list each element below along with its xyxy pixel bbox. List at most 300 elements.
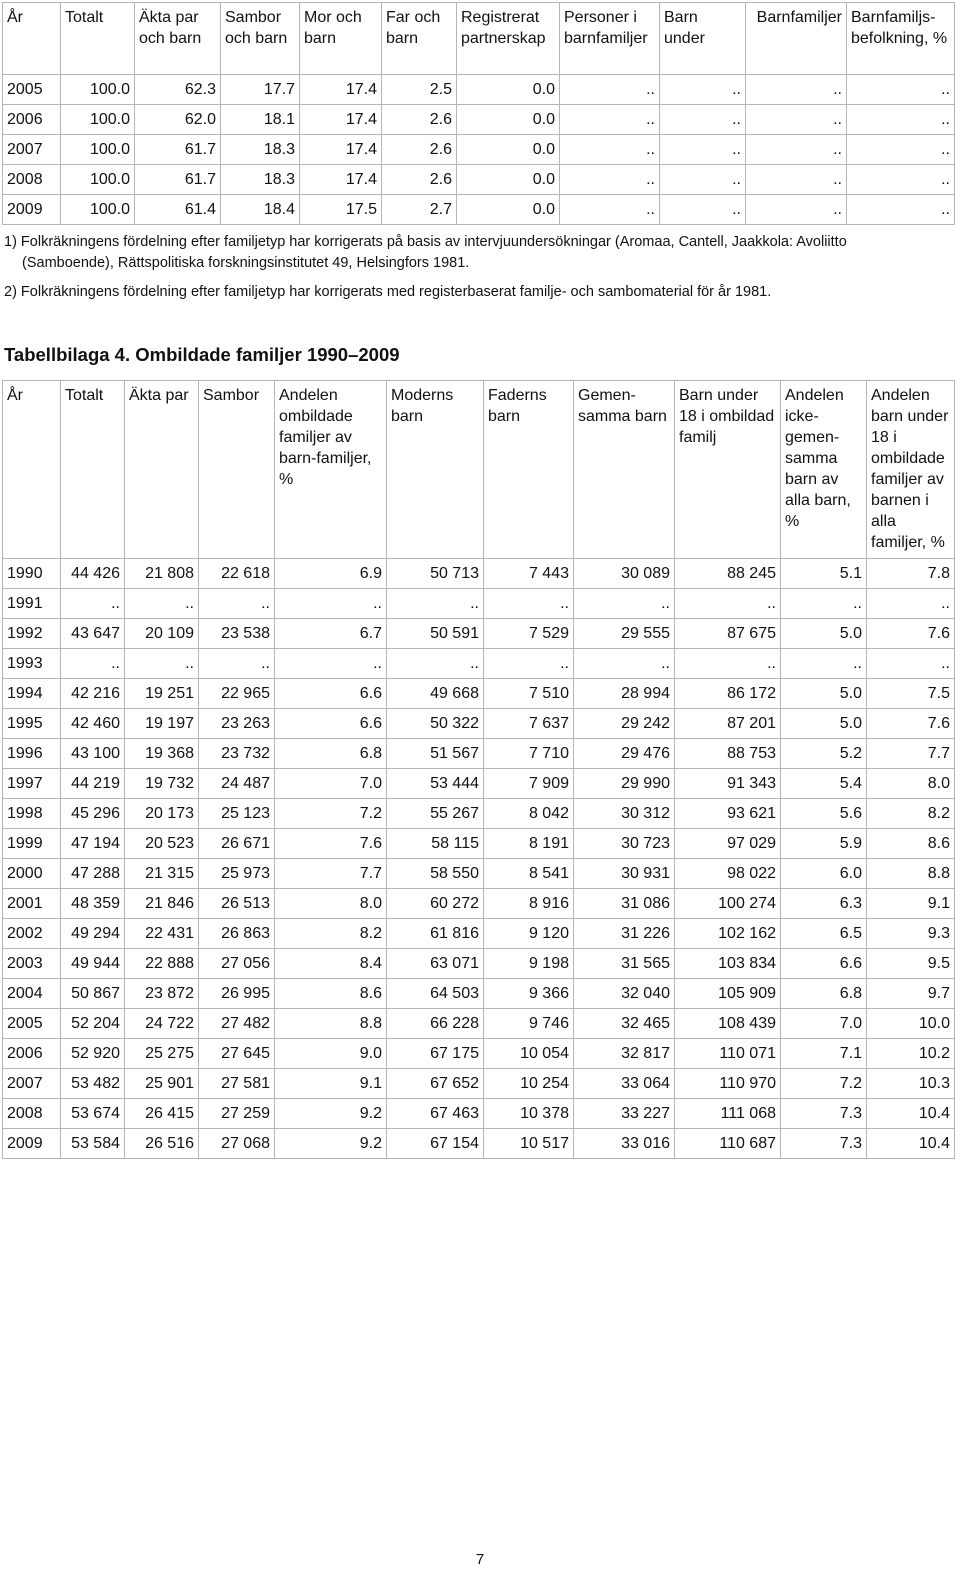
row-year: 1999	[3, 829, 61, 859]
table-cell: 55 267	[387, 799, 484, 829]
table-cell: 21 808	[125, 559, 199, 589]
table-cell: 67 175	[387, 1039, 484, 1069]
table-cell: ..	[387, 649, 484, 679]
table-cell: ..	[387, 589, 484, 619]
table-cell: ..	[560, 165, 660, 195]
table-cell: 33 064	[574, 1069, 675, 1099]
table-cell: 61.7	[135, 135, 221, 165]
table-cell: 50 322	[387, 709, 484, 739]
table-cell: ..	[847, 105, 955, 135]
table-cell: 49 294	[61, 919, 125, 949]
row-year: 2006	[3, 1039, 61, 1069]
table-row	[3, 889, 955, 919]
table-cell: 67 652	[387, 1069, 484, 1099]
table-row	[3, 979, 955, 1009]
table-cell: 27 056	[199, 949, 275, 979]
table2-col-header: Gemen-samma barn	[574, 381, 675, 559]
table-row	[3, 75, 955, 105]
table-cell: 30 931	[574, 859, 675, 889]
table-cell: 67 154	[387, 1129, 484, 1159]
table-cell: 25 123	[199, 799, 275, 829]
table-row	[3, 829, 955, 859]
row-year: 2005	[3, 1009, 61, 1039]
table-row	[3, 105, 955, 135]
table2-title: Tabellbilaga 4. Ombildade familjer 1990–2009	[4, 344, 400, 365]
row-year: 1994	[3, 679, 61, 709]
row-year: 1990	[3, 559, 61, 589]
table-cell: 9.3	[867, 919, 955, 949]
table-cell: 17.4	[300, 105, 382, 135]
table-cell: 67 463	[387, 1099, 484, 1129]
table-row	[3, 919, 955, 949]
table1-col-header: Sambor och barn	[221, 3, 300, 75]
table-cell: 49 944	[61, 949, 125, 979]
table-row	[3, 709, 955, 739]
table-cell: 24 722	[125, 1009, 199, 1039]
table1-header	[3, 3, 955, 75]
table-row	[3, 1069, 955, 1099]
table-cell: 17.7	[221, 75, 300, 105]
table-cell: 32 040	[574, 979, 675, 1009]
table-cell: 42 460	[61, 709, 125, 739]
table-cell: 10 517	[484, 1129, 574, 1159]
table-cell: 22 618	[199, 559, 275, 589]
table-cell: 2.6	[382, 165, 457, 195]
table1-col-header: Totalt	[61, 3, 135, 75]
table-cell: 9.1	[867, 889, 955, 919]
table-cell: 62.0	[135, 105, 221, 135]
table-cell: 110 687	[675, 1129, 781, 1159]
table-cell: 5.0	[781, 709, 867, 739]
table-row	[3, 739, 955, 769]
table-cell: 0.0	[457, 195, 560, 225]
table-cell: 10.2	[867, 1039, 955, 1069]
table-cell: 47 194	[61, 829, 125, 859]
table-cell: 64 503	[387, 979, 484, 1009]
table-cell: 8 191	[484, 829, 574, 859]
table-cell: 9 746	[484, 1009, 574, 1039]
table-cell: ..	[560, 105, 660, 135]
table-cell: ..	[660, 75, 746, 105]
table-cell: 42 216	[61, 679, 125, 709]
table-cell: 60 272	[387, 889, 484, 919]
table-cell: ..	[61, 589, 125, 619]
row-year: 1993	[3, 649, 61, 679]
row-year: 2006	[3, 105, 61, 135]
table-cell: 32 465	[574, 1009, 675, 1039]
row-year: 1992	[3, 619, 61, 649]
table-cell: ..	[61, 649, 125, 679]
table-cell: 97 029	[675, 829, 781, 859]
table-cell: 22 965	[199, 679, 275, 709]
table-cell: 100 274	[675, 889, 781, 919]
table-cell: 8.0	[867, 769, 955, 799]
table-cell: ..	[560, 135, 660, 165]
table-cell: 18.3	[221, 135, 300, 165]
table-cell: 51 567	[387, 739, 484, 769]
table-cell: 100.0	[61, 75, 135, 105]
table-row	[3, 619, 955, 649]
table-cell: 19 368	[125, 739, 199, 769]
table-cell: 7.6	[867, 709, 955, 739]
table2-col-header: År	[3, 381, 61, 559]
table2-col-header: Sambor	[199, 381, 275, 559]
table-cell: 9.1	[275, 1069, 387, 1099]
table-cell: 5.9	[781, 829, 867, 859]
table-cell: 5.0	[781, 679, 867, 709]
table-cell: ..	[484, 649, 574, 679]
table-cell: 88 753	[675, 739, 781, 769]
row-year: 2001	[3, 889, 61, 919]
table-cell: 21 315	[125, 859, 199, 889]
table-cell: 110 071	[675, 1039, 781, 1069]
row-year: 2007	[3, 1069, 61, 1099]
table-cell: 0.0	[457, 105, 560, 135]
table-cell: 6.8	[275, 739, 387, 769]
table-cell: 8 916	[484, 889, 574, 919]
table-row	[3, 135, 955, 165]
table-cell: 25 275	[125, 1039, 199, 1069]
table-cell: 6.5	[781, 919, 867, 949]
table-cell: 33 227	[574, 1099, 675, 1129]
table-cell: 25 901	[125, 1069, 199, 1099]
table-cell: ..	[746, 75, 847, 105]
footnote-2: 2) Folkräkningens fördelning efter familjetyp har korrigerats med registerbaserat familje- och sambomaterial för år 1981.	[4, 284, 772, 300]
table-cell: 63 071	[387, 949, 484, 979]
table-cell: 93 621	[675, 799, 781, 829]
table-cell: ..	[125, 649, 199, 679]
table-cell: ..	[660, 105, 746, 135]
table-cell: 29 476	[574, 739, 675, 769]
table1-col-header: Mor och barn	[300, 3, 382, 75]
table-cell: 0.0	[457, 165, 560, 195]
table-cell: 52 204	[61, 1009, 125, 1039]
table-cell: 61.4	[135, 195, 221, 225]
table-cell: 7.1	[781, 1039, 867, 1069]
table-cell: ..	[560, 195, 660, 225]
table-cell: ..	[199, 649, 275, 679]
table-cell: 0.0	[457, 75, 560, 105]
table-cell: 27 482	[199, 1009, 275, 1039]
table-cell: 61 816	[387, 919, 484, 949]
table-cell: 23 872	[125, 979, 199, 1009]
table-cell: 53 482	[61, 1069, 125, 1099]
table-cell: 7.6	[275, 829, 387, 859]
table-cell: 27 581	[199, 1069, 275, 1099]
table-cell: 53 584	[61, 1129, 125, 1159]
row-year: 2009	[3, 1129, 61, 1159]
table-cell: ..	[675, 589, 781, 619]
table-cell: 7.0	[275, 769, 387, 799]
table-row	[3, 1129, 955, 1159]
table-cell: 0.0	[457, 135, 560, 165]
table-cell: 8.2	[867, 799, 955, 829]
row-year: 2009	[3, 195, 61, 225]
table-cell: 30 723	[574, 829, 675, 859]
table-cell: ..	[867, 649, 955, 679]
table-cell: 100.0	[61, 135, 135, 165]
table2-col-header: Faderns barn	[484, 381, 574, 559]
table-cell: 103 834	[675, 949, 781, 979]
table1-col-header: Barn under	[660, 3, 746, 75]
table-cell: ..	[675, 649, 781, 679]
table-cell: 8.4	[275, 949, 387, 979]
row-year: 2000	[3, 859, 61, 889]
table-cell: 100.0	[61, 165, 135, 195]
table-cell: 2.7	[382, 195, 457, 225]
row-year: 2004	[3, 979, 61, 1009]
table-cell: 17.4	[300, 75, 382, 105]
row-year: 1997	[3, 769, 61, 799]
table-cell: ..	[847, 165, 955, 195]
table-cell: 7.6	[867, 619, 955, 649]
row-year: 2003	[3, 949, 61, 979]
table-cell: 30 089	[574, 559, 675, 589]
table-cell: 10.4	[867, 1099, 955, 1129]
table-cell: 9.2	[275, 1129, 387, 1159]
table-cell: 43 100	[61, 739, 125, 769]
table2-header	[3, 381, 955, 559]
table-cell: 22 888	[125, 949, 199, 979]
table-cell: 31 226	[574, 919, 675, 949]
table-cell: 43 647	[61, 619, 125, 649]
table-cell: 19 197	[125, 709, 199, 739]
table-cell: 19 251	[125, 679, 199, 709]
table-cell: 6.8	[781, 979, 867, 1009]
table2-col-header: Totalt	[61, 381, 125, 559]
table-cell: ..	[660, 165, 746, 195]
row-year: 1991	[3, 589, 61, 619]
table-cell: 66 228	[387, 1009, 484, 1039]
table-cell: 33 016	[574, 1129, 675, 1159]
table-cell: ..	[199, 589, 275, 619]
table-row	[3, 195, 955, 225]
table-cell: 50 713	[387, 559, 484, 589]
table-cell: 111 068	[675, 1099, 781, 1129]
table-cell: 26 995	[199, 979, 275, 1009]
table-cell: 6.6	[781, 949, 867, 979]
table-cell: 7.7	[275, 859, 387, 889]
table-cell: 32 817	[574, 1039, 675, 1069]
table-cell: 5.1	[781, 559, 867, 589]
table-cell: ..	[867, 589, 955, 619]
table-cell: 9 198	[484, 949, 574, 979]
table-cell: 7.2	[275, 799, 387, 829]
family-type-table	[2, 2, 955, 225]
table-row	[3, 1099, 955, 1129]
table-cell: 7.5	[867, 679, 955, 709]
table-cell: 9 366	[484, 979, 574, 1009]
table-row	[3, 769, 955, 799]
table-cell: 8.2	[275, 919, 387, 949]
table-cell: 21 846	[125, 889, 199, 919]
table1-col-header: Personer i barnfamiljer	[560, 3, 660, 75]
row-year: 2007	[3, 135, 61, 165]
table-cell: 18.4	[221, 195, 300, 225]
table-cell: 7.8	[867, 559, 955, 589]
table-row	[3, 589, 955, 619]
table1-col-header: Äkta par och barn	[135, 3, 221, 75]
row-year: 1996	[3, 739, 61, 769]
table-row	[3, 799, 955, 829]
table2-col-header: Andelen icke-gemen-samma barn av alla barn, %	[781, 381, 867, 559]
table-cell: 7 637	[484, 709, 574, 739]
table-cell: 7.3	[781, 1129, 867, 1159]
table-cell: 10.0	[867, 1009, 955, 1039]
table-cell: 8.0	[275, 889, 387, 919]
table-cell: 58 550	[387, 859, 484, 889]
table-cell: 9.0	[275, 1039, 387, 1069]
table-cell: 19 732	[125, 769, 199, 799]
footnote-1	[4, 232, 954, 274]
page-number: 7	[475, 1551, 485, 1568]
row-year: 2008	[3, 165, 61, 195]
table-cell: 20 109	[125, 619, 199, 649]
table-cell: 22 431	[125, 919, 199, 949]
table-cell: 2.5	[382, 75, 457, 105]
table-cell: 7 710	[484, 739, 574, 769]
table-cell: 26 863	[199, 919, 275, 949]
table-cell: 6.6	[275, 709, 387, 739]
table-cell: 18.1	[221, 105, 300, 135]
table-cell: 108 439	[675, 1009, 781, 1039]
table-cell: ..	[574, 589, 675, 619]
table-cell: 24 487	[199, 769, 275, 799]
table-cell: 29 242	[574, 709, 675, 739]
table-cell: 8 541	[484, 859, 574, 889]
table-cell: ..	[125, 589, 199, 619]
table2-col-header: Äkta par	[125, 381, 199, 559]
table-cell: 7.7	[867, 739, 955, 769]
table-cell: ..	[847, 135, 955, 165]
table-cell: 7 510	[484, 679, 574, 709]
table1-col-header: Far och barn	[382, 3, 457, 75]
table-cell: 52 920	[61, 1039, 125, 1069]
table-cell: 10.3	[867, 1069, 955, 1099]
table-cell: ..	[660, 195, 746, 225]
table-cell: 102 162	[675, 919, 781, 949]
table-cell: 9.7	[867, 979, 955, 1009]
table-cell: 26 516	[125, 1129, 199, 1159]
table-cell: ..	[275, 649, 387, 679]
table2-col-header: Moderns barn	[387, 381, 484, 559]
table-cell: ..	[560, 75, 660, 105]
table2-col-header: Andelen ombildade familjer av barn-familjer, %	[275, 381, 387, 559]
table-cell: 2.6	[382, 105, 457, 135]
table-cell: 18.3	[221, 165, 300, 195]
table-cell: 7.0	[781, 1009, 867, 1039]
table-row	[3, 679, 955, 709]
table-cell: 8.8	[867, 859, 955, 889]
table-cell: 17.4	[300, 165, 382, 195]
table-cell: 6.6	[275, 679, 387, 709]
table-cell: 7 443	[484, 559, 574, 589]
table-cell: 58 115	[387, 829, 484, 859]
table-cell: 8 042	[484, 799, 574, 829]
table-cell: 31 565	[574, 949, 675, 979]
table-cell: 8.8	[275, 1009, 387, 1039]
table1-col-header: Registrerat partnerskap	[457, 3, 560, 75]
table-cell: 5.2	[781, 739, 867, 769]
table-cell: 17.4	[300, 135, 382, 165]
table-row	[3, 649, 955, 679]
table1-col-header: Barnfamiljer	[746, 3, 847, 75]
row-year: 2008	[3, 1099, 61, 1129]
table2-col-header: Andelen barn under 18 i ombildade familjer av barnen i alla familjer, %	[867, 381, 955, 559]
table-cell: ..	[660, 135, 746, 165]
table-row	[3, 859, 955, 889]
table-cell: 47 288	[61, 859, 125, 889]
table1-col-header: År	[3, 3, 61, 75]
table-row	[3, 165, 955, 195]
footnote-1-line-2: (Samboende), Rättspolitiska forskningsinstitutet 49, Helsingfors 1981.	[22, 255, 470, 271]
table-cell: ..	[847, 195, 955, 225]
table-cell: 8.6	[867, 829, 955, 859]
table-cell: 53 444	[387, 769, 484, 799]
table-cell: 7.3	[781, 1099, 867, 1129]
table-cell: 86 172	[675, 679, 781, 709]
reconstituted-families-table	[2, 380, 955, 1159]
table-cell: 5.6	[781, 799, 867, 829]
table-cell: 88 245	[675, 559, 781, 589]
table-cell: 28 994	[574, 679, 675, 709]
table-cell: 26 671	[199, 829, 275, 859]
table-cell: 29 990	[574, 769, 675, 799]
table-cell: 31 086	[574, 889, 675, 919]
table-cell: 10.4	[867, 1129, 955, 1159]
table-cell: 53 674	[61, 1099, 125, 1129]
table-cell: 27 259	[199, 1099, 275, 1129]
table-cell: 10 054	[484, 1039, 574, 1069]
table-cell: 26 415	[125, 1099, 199, 1129]
table-row	[3, 1009, 955, 1039]
table-cell: 7 909	[484, 769, 574, 799]
table-cell: ..	[746, 135, 847, 165]
table-row	[3, 1039, 955, 1069]
row-year: 1995	[3, 709, 61, 739]
table-cell: ..	[746, 165, 847, 195]
table-cell: 87 675	[675, 619, 781, 649]
table2-col-header: Barn under 18 i ombildad familj	[675, 381, 781, 559]
table-cell: 5.0	[781, 619, 867, 649]
table-cell: 110 970	[675, 1069, 781, 1099]
table1-col-header: Barnfamiljs-befolkning, %	[847, 3, 955, 75]
table-cell: 20 173	[125, 799, 199, 829]
table-cell: 6.7	[275, 619, 387, 649]
table1-body	[3, 75, 955, 225]
table-cell: 10 254	[484, 1069, 574, 1099]
table-cell: ..	[746, 195, 847, 225]
table-cell: 29 555	[574, 619, 675, 649]
table-cell: 9.2	[275, 1099, 387, 1129]
table-row	[3, 559, 955, 589]
table-cell: 45 296	[61, 799, 125, 829]
table-cell: 91 343	[675, 769, 781, 799]
table2-body	[3, 559, 955, 1159]
table-cell: 27 645	[199, 1039, 275, 1069]
table-row	[3, 949, 955, 979]
table-cell: 5.4	[781, 769, 867, 799]
table-cell: 9 120	[484, 919, 574, 949]
table-cell: 6.0	[781, 859, 867, 889]
table-cell: 87 201	[675, 709, 781, 739]
table-cell: ..	[781, 589, 867, 619]
table-cell: 49 668	[387, 679, 484, 709]
table-cell: 25 973	[199, 859, 275, 889]
table-cell: 10 378	[484, 1099, 574, 1129]
table-cell: 6.3	[781, 889, 867, 919]
table-cell: ..	[574, 649, 675, 679]
